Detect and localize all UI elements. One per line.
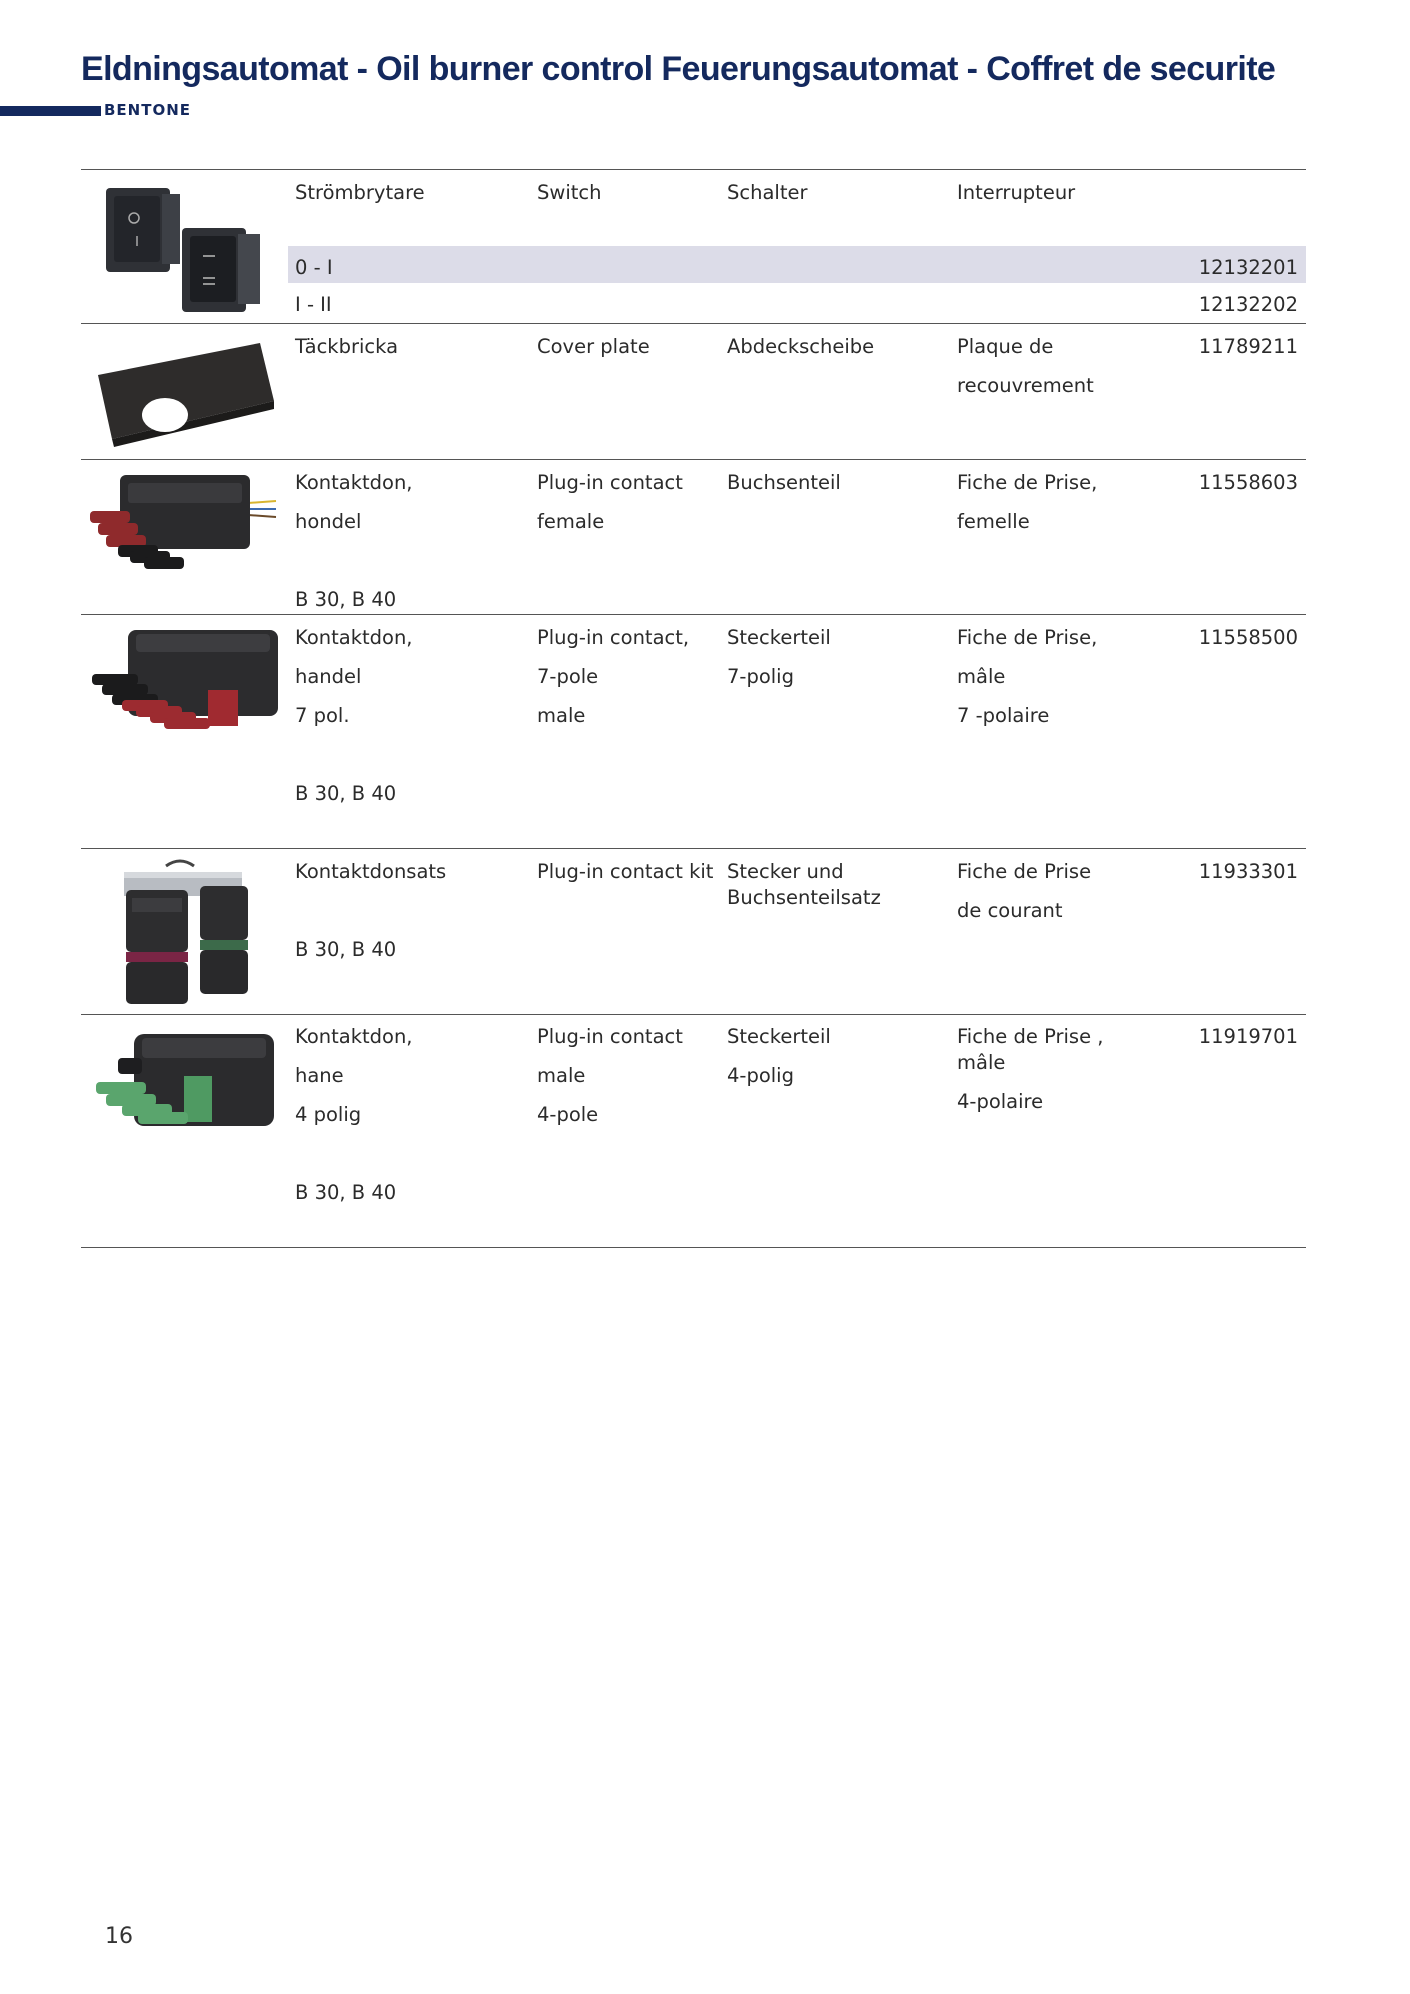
cell-de: Schalter: [727, 181, 808, 204]
cell-sv: Strömbrytare: [295, 181, 425, 204]
cell-de: Steckerteil: [727, 1025, 831, 1048]
cell-en: Plug-in contact,: [537, 626, 690, 649]
table-rule: [81, 169, 1306, 170]
cell-sv: hondel: [295, 510, 362, 533]
cell-sv: hane: [295, 1064, 344, 1087]
table-rule: [81, 459, 1306, 460]
cell-fr: 4-polaire: [957, 1090, 1044, 1113]
page-title: Eldningsautomat - Oil burner control Feuerungsautomat - Coffret de securite: [81, 50, 1276, 88]
cell-sv: handel: [295, 665, 362, 688]
page-number: 16: [105, 1924, 133, 1949]
cell-en: 7-pole: [537, 665, 599, 688]
cell-de: Abdeckscheibe: [727, 335, 875, 358]
brand-label: BENTONE: [104, 101, 192, 119]
model-list: B 30, B 40: [295, 588, 397, 611]
cell-en: Plug-in contact kit: [537, 860, 714, 883]
cell-fr: Fiche de Prise ,: [957, 1025, 1104, 1048]
plug-female-image: [88, 465, 278, 575]
model-list: B 30, B 40: [295, 938, 397, 961]
cell-fr: mâle: [957, 665, 1006, 688]
table-rule: [81, 1014, 1306, 1015]
cell-sv: Kontaktdon,: [295, 1025, 413, 1048]
cell-fr: recouvrement: [957, 374, 1094, 397]
cell-en: Cover plate: [537, 335, 650, 358]
switch-image: [100, 180, 270, 315]
cell-fr: Plaque de: [957, 335, 1054, 358]
part-number: 12132201: [1198, 256, 1298, 279]
model-list: B 30, B 40: [295, 1181, 397, 1204]
cell-en: male: [537, 704, 586, 727]
table-rule: [81, 614, 1306, 615]
part-number: 11933301: [1198, 860, 1298, 883]
plug-male-7pole-image: [88, 624, 283, 736]
cell-de: 4-polig: [727, 1064, 794, 1087]
cover-plate-image: [92, 335, 280, 455]
cell-de: 7-polig: [727, 665, 794, 688]
model-list: B 30, B 40: [295, 782, 397, 805]
table-rule: [81, 848, 1306, 849]
cell-de: Buchsenteilsatz: [727, 886, 881, 909]
variant-label: 0 - I: [295, 256, 333, 279]
plug-male-4pole-image: [92, 1024, 280, 1134]
plug-kit-image: [118, 858, 258, 1008]
cell-en: 4-pole: [537, 1103, 599, 1126]
cell-de: Steckerteil: [727, 626, 831, 649]
brand-bar: [0, 106, 101, 116]
cell-fr: Fiche de Prise: [957, 860, 1092, 883]
cell-sv: 7 pol.: [295, 704, 350, 727]
cell-en: male: [537, 1064, 586, 1087]
part-number: 11919701: [1198, 1025, 1298, 1048]
cell-en: female: [537, 510, 605, 533]
cell-de: Stecker und: [727, 860, 844, 883]
variant-label: I - II: [295, 293, 332, 316]
part-number: 11558603: [1198, 471, 1298, 494]
cell-sv: Täckbricka: [295, 335, 399, 358]
cell-fr: femelle: [957, 510, 1030, 533]
cell-fr: Interrupteur: [957, 181, 1076, 204]
cell-fr: mâle: [957, 1051, 1006, 1074]
part-number: 11789211: [1198, 335, 1298, 358]
cell-en: Plug-in contact: [537, 1025, 683, 1048]
cell-en: Plug-in contact: [537, 471, 683, 494]
cell-en: Switch: [537, 181, 602, 204]
cell-fr: 7 -polaire: [957, 704, 1050, 727]
cell-fr: Fiche de Prise,: [957, 471, 1098, 494]
table-rule: [81, 323, 1306, 324]
table-rule: [81, 1247, 1306, 1248]
part-number: 11558500: [1198, 626, 1298, 649]
part-number: 12132202: [1198, 293, 1298, 316]
cell-fr: de courant: [957, 899, 1063, 922]
cell-sv: Kontaktdonsats: [295, 860, 447, 883]
cell-fr: Fiche de Prise,: [957, 626, 1098, 649]
cell-de: Buchsenteil: [727, 471, 841, 494]
cell-sv: Kontaktdon,: [295, 471, 413, 494]
cell-sv: 4 polig: [295, 1103, 362, 1126]
cell-sv: Kontaktdon,: [295, 626, 413, 649]
